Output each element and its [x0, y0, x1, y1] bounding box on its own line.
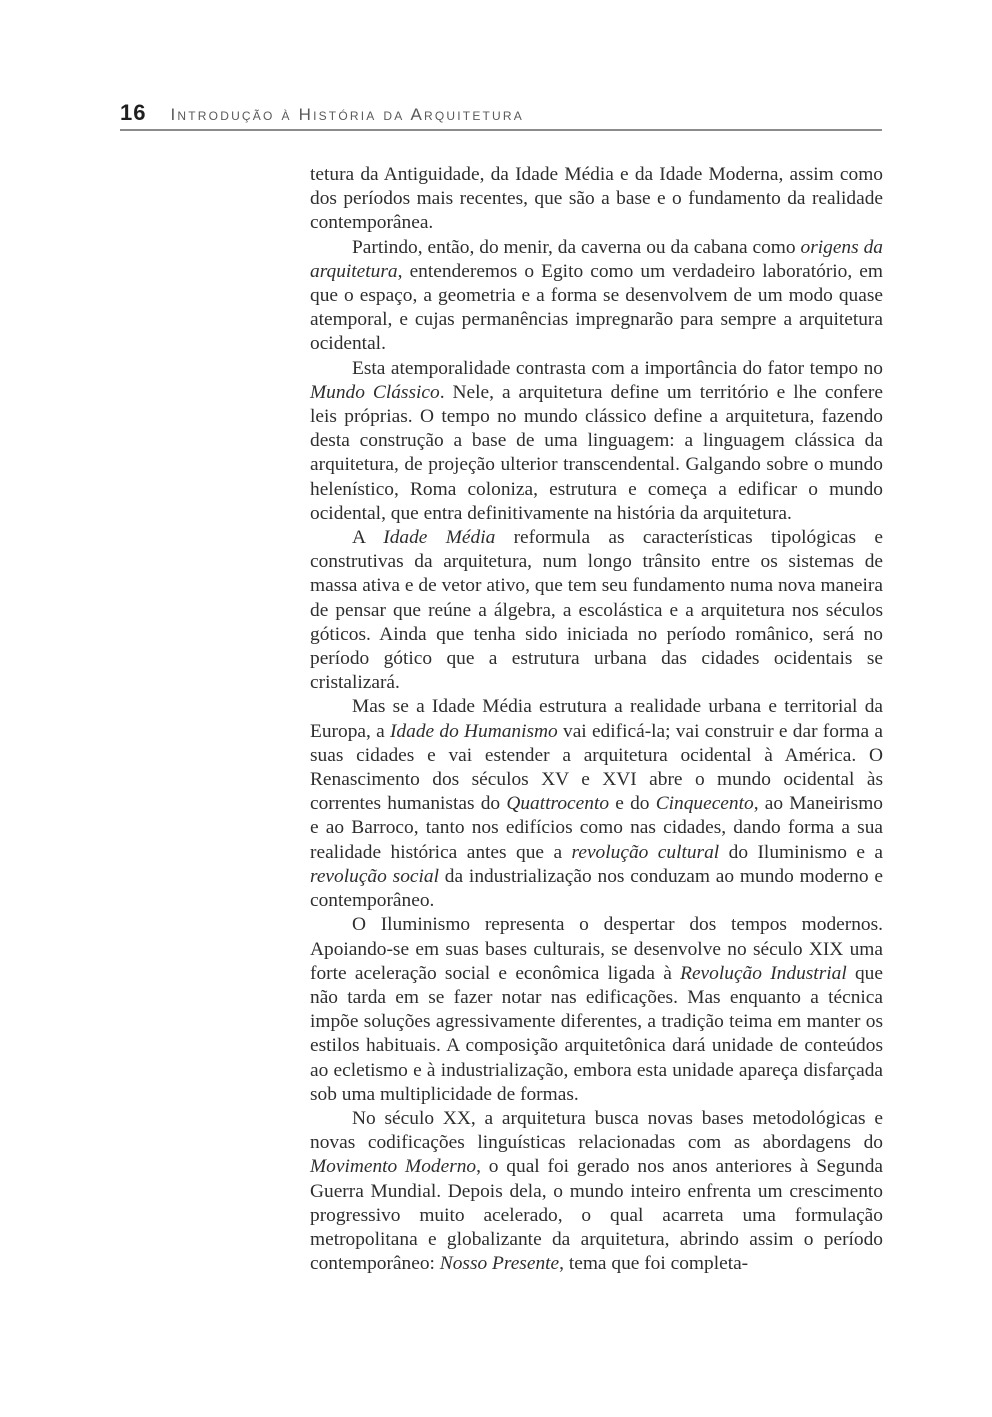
text-run: O Iluminismo representa o despertar dos tempos modernos. Apoiando-se em suas bases culturais, se desenvolve no século XIX uma forte aceleração social e econômica ligada à: [310, 914, 883, 984]
paragraph: [310, 236, 883, 357]
paragraph: [310, 163, 883, 236]
text-run: da industrialização nos conduzam ao mundo moderno e contemporâneo.: [310, 865, 883, 912]
text-run: origens da arquitetura: [310, 236, 883, 282]
text-run: Esta atemporalidade contrasta com a importância do fator tempo no: [352, 357, 883, 379]
text-run: Idade do Humanismo: [389, 720, 558, 742]
text-run: , o qual foi gerado nos anos anteriores à Segunda Guerra Mundial. Depois dela, o mundo inteiro enfrenta um crescimento progressivo muito acelerado, o qual acarreta uma formulação metropolitana e globalizante da arquitetura, abrindo assim o período contemporâneo:: [310, 1156, 883, 1275]
paragraph: [310, 695, 883, 913]
text-run: No século XX, a arquitetura busca novas bases metodológicas e novas codificações linguísticas relacionadas com as abordagens do: [310, 1107, 883, 1154]
text-run: , entenderemos o Egito como um verdadeiro laboratório, em que o espaço, a geometria e a forma se desenvolvem de um modo quase atemporal, e cujas permanências impregnarão para sempre a arquitetura ocidental.: [310, 260, 883, 355]
text-run: Mundo Clássico: [310, 381, 440, 403]
paragraph: [310, 526, 883, 695]
text-run: A: [352, 527, 384, 549]
text-run: revolução social: [310, 865, 439, 887]
text-block: [310, 163, 883, 1276]
text-run: Cinquecento: [655, 793, 754, 815]
running-title: Introdução à História da Arquitetura: [170, 105, 524, 124]
paragraph: [310, 1107, 883, 1276]
paragraph: [310, 357, 883, 526]
text-run: , ao Maneirismo e ao Barroco, tanto nos edifícios como nas cidades, dando forma a sua realidade histórica antes que a: [310, 793, 883, 863]
text-run: reformula as características tipológicas e construtivas da arquitetura, num longo trânsito entre os sistemas de massa ativa e de vetor ativo, que tem seu fundamento numa nova maneira de pensar que reúne a álgebra, a escolástica e a arquitetura nos séculos góticos. Ainda que tenha sido iniciada no período românico, será no período gótico que a estrutura urbana das cidades ocidentais se cristalizará.: [310, 527, 883, 694]
text-run: Movimento Moderno: [310, 1156, 477, 1178]
text-run: Idade Média: [383, 527, 496, 549]
text-run: que não tarda em se fazer notar nas edificações. Mas enquanto a técnica impõe soluções agressivamente diferentes, a tradição teima em manter os estilos habituais. A composição arquitetônica dará unidade de conteúdos ao ecletismo e à industrialização, embora esta unidade apareça disfarçada sob uma multiplicidade de formas.: [310, 962, 883, 1105]
text-run: vai edificá-la; vai construir e dar forma a suas cidades e vai estender a arquitetura ocidental à América. O Renascimento dos séculos XV e XVI abre o mundo ocidental às correntes humanistas do: [310, 720, 883, 815]
text-run: e do: [609, 793, 656, 815]
text-run: tetura da Antiguidade, da Idade Média e da Idade Moderna, assim como dos períodos mais recentes, que são a base e o fundamento da realidade contemporânea.: [310, 164, 883, 234]
text-run: Revolução Industrial: [680, 962, 847, 984]
text-run: revolução cultural: [571, 841, 720, 863]
text-run: Quattrocento: [506, 793, 610, 815]
text-run: Partindo, então, do menir, da caverna ou da cabana como: [352, 236, 801, 258]
text-run: Nosso Presente: [439, 1253, 560, 1275]
text-run: do Iluminismo e a: [719, 841, 883, 863]
paragraph: [310, 913, 883, 1107]
text-run: , tema que foi completa-: [559, 1253, 749, 1275]
page-header: [120, 100, 882, 126]
header-rule: [120, 129, 882, 131]
text-run: . Nele, a arquitetura define um território e lhe confere leis próprias. O tempo no mundo clássico define a arquitetura, fazendo desta construção a base de uma linguagem: a linguagem clássica da arquitetura, de projeção ulterior transcendental. Galgando sobre o mundo helenístico, Roma coloniza, estrutura e começa a edificar o mundo ocidental, que entra definitivamente na história da arquitetura.: [310, 381, 883, 524]
text-run: Mas se a Idade Média estrutura a realidade urbana e territorial da Europa, a: [310, 696, 883, 742]
page-number: 16: [120, 100, 147, 125]
